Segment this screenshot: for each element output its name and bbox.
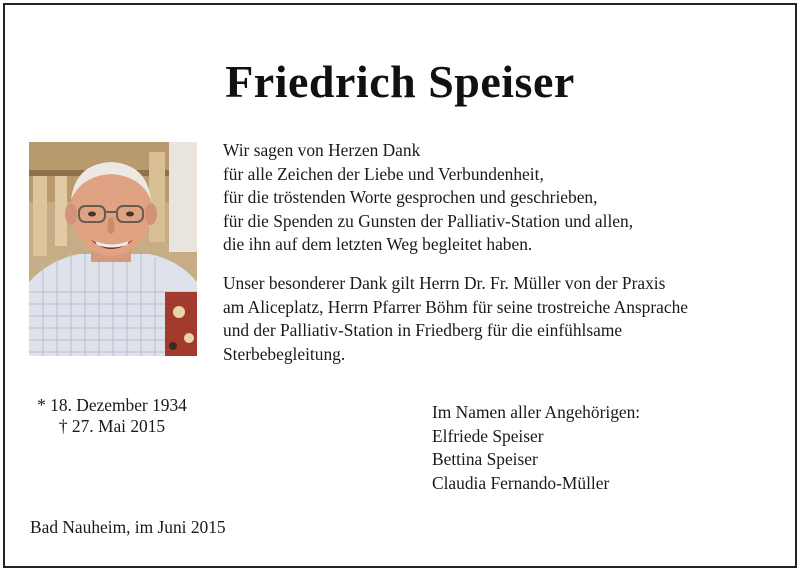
family-member: Bettina Speiser bbox=[432, 449, 538, 469]
portrait-photo bbox=[29, 142, 197, 356]
thanks-line: für alle Zeichen der Liebe und Verbundenheit, bbox=[223, 163, 544, 184]
signoff-intro: Im Namen aller Angehörigen: bbox=[432, 402, 641, 422]
special-thanks-line: und der Palliativ-Station in Friedberg für die einfühlsame bbox=[223, 320, 623, 340]
place-date: Bad Nauheim, im Juni 2015 bbox=[30, 517, 226, 537]
birth-date: * 18. Dezember 1934 bbox=[37, 395, 187, 415]
family-signoff bbox=[432, 401, 640, 495]
death-date: † 27. Mai 2015 bbox=[58, 416, 166, 436]
family-member: Claudia Fernando-Müller bbox=[432, 472, 610, 493]
thanks-paragraph bbox=[223, 139, 633, 257]
thanks-line: Wir sagen von Herzen Dank bbox=[223, 140, 421, 160]
thanks-line: für die tröstenden Worte gesprochen und geschrieben, bbox=[223, 187, 598, 207]
special-thanks-line: Unser besonderer Dank gilt Herrn Dr. Fr. Müller von der Praxis bbox=[223, 273, 666, 293]
special-thanks-line: am Aliceplatz, Herrn Pfarrer Böhm für seine trostreiche Ansprache bbox=[223, 296, 689, 317]
thanks-line: die ihn auf dem letzten Weg begleitet haben. bbox=[223, 234, 533, 254]
life-dates bbox=[28, 395, 196, 437]
family-member: Elfriede Speiser bbox=[432, 425, 544, 446]
special-thanks-paragraph bbox=[223, 272, 688, 366]
deceased-name: Friedrich Speiser bbox=[225, 56, 575, 107]
thanks-line: für die Spenden zu Gunsten der Palliativ-Station und allen, bbox=[223, 210, 634, 231]
special-thanks-line: Sterbebegleitung. bbox=[223, 343, 346, 364]
